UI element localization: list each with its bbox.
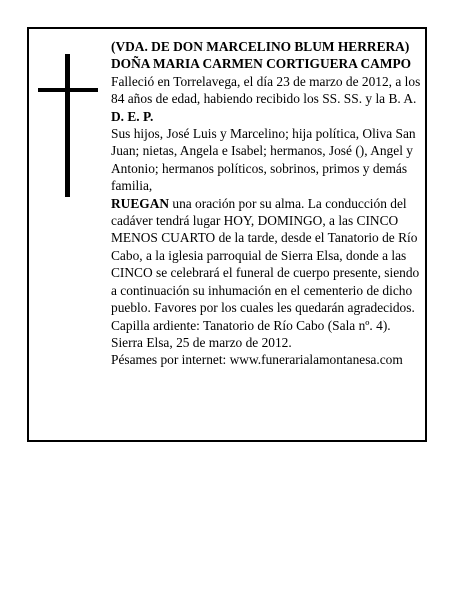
death-details: Falleció en Torrelavega, el día 23 de marzo de 2012, a los 84 años de edad, habiendo recibido los SS. SS. y la B. A. xyxy=(111,73,421,107)
widow-of-line: (VDA. DE DON MARCELINO BLUM HERRERA) xyxy=(111,39,410,54)
ceremony-paragraph xyxy=(111,195,423,334)
dep-line: D. E. P. xyxy=(111,108,154,124)
family-list: Sus hijos, José Luis y Marcelino; hija política, Oliva San Juan; nietas, Angela e Isabel; hermanos, José (), Angel y Antonio; hermanos políticos, sobrinos, primos y demás familia, xyxy=(111,126,416,194)
deceased-name: DOÑA MARIA CARMEN CORTIGUERA CAMPO xyxy=(111,56,412,72)
cross-icon-vertical-bar xyxy=(65,54,70,197)
cross-icon-horizontal-bar xyxy=(38,88,98,92)
obituary-text xyxy=(111,38,423,369)
ceremony-details: una oración por su alma. La conducción del cadáver tendrá lugar HOY, DOMINGO, a las CINCO MENOS CUARTO de la tarde, desde el Tanatorio de Río Cabo, a la iglesia parroquial de Sierra Elsa, donde a las CINCO se celebrará el funeral de cuerpo presente, siendo a continuación su inhumación en el cementerio de dicho pueblo. Favores por los cuales les quedarán agradecidos. Capilla ardiente: Tanatorio de Río Cabo (Sala nº. 4). xyxy=(111,195,420,333)
condolences-line: Pésames por internet: www.funerarialamontanesa.com xyxy=(111,352,403,368)
ruegan-word: RUEGAN xyxy=(111,195,170,211)
place-date: Sierra Elsa, 25 de marzo de 2012. xyxy=(111,334,292,350)
